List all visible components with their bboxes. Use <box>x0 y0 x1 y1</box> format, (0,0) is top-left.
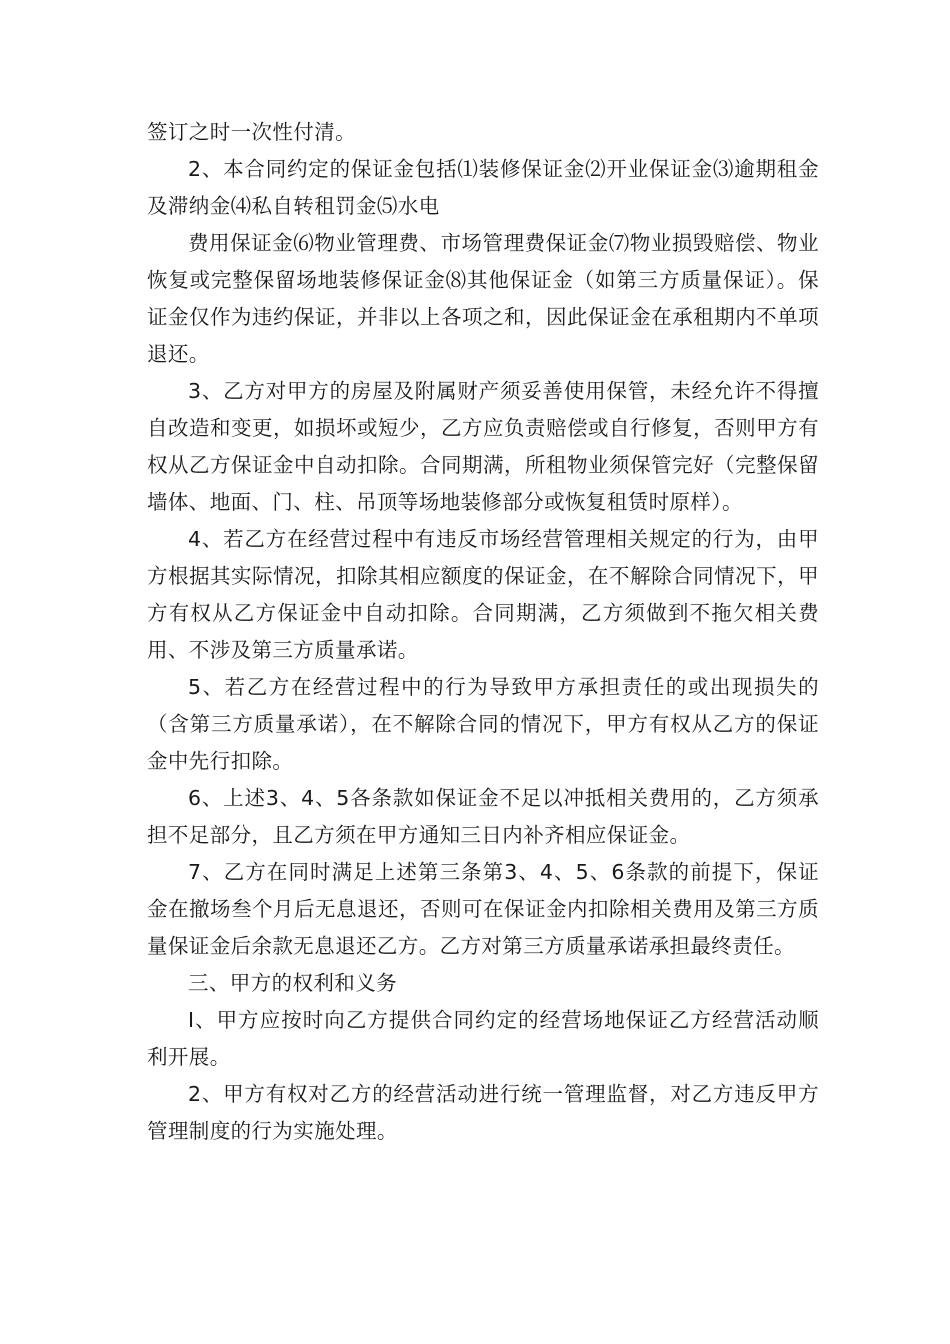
paragraph-clause-6: 6、上述3、4、5各条款如保证金不足以冲抵相关费用的，乙方须承担不足部分，且乙方须在甲方通知三日内补齐相应保证金。 <box>147 786 819 847</box>
paragraph-clause-2: 2、本合同约定的保证金包括⑴装修保证金⑵开业保证金⑶逾期租金及滞纳金⑷私自转租罚金⑸水电 <box>147 157 819 218</box>
section-heading-party-a: 三、甲方的权利和义务 <box>188 971 397 995</box>
paragraph-payment-end: 签订之时一次性付清。 <box>147 120 356 144</box>
paragraph-clause-2-continued: 费用保证金⑹物业管理费、市场管理费保证金⑺物业损毁赔偿、物业恢复或完整保留场地装修保证金⑻其他保证金（如第三方质量保证）。保证金仅作为违约保证，并非以上各项之和，因此保证金在承租期内不单项退还。 <box>147 231 819 366</box>
paragraph-clause-5: 5、若乙方在经营过程中的行为导致甲方承担责任的或出现损失的（含第三方质量承诺），在不解除合同的情况下，甲方有权从乙方的保证金中先行扣除。 <box>147 675 819 773</box>
paragraph-party-a-1: I、甲方应按时向乙方提供合同约定的经营场地保证乙方经营活动顺利开展。 <box>147 1008 819 1069</box>
paragraph-clause-3: 3、乙方对甲方的房屋及附属财产须妥善使用保管，未经允许不得擅自改造和变更，如损坏或短少，乙方应负责赔偿或自行修复，否则甲方有权从乙方保证金中自动扣除。合同期满，所租物业须保管完好（完整保留墙体、地面、门、柱、吊顶等场地装修部分或恢复租赁时原样）。 <box>147 379 819 514</box>
paragraph-clause-7: 7、乙方在同时满足上述第三条第3、4、5、6条款的前提下，保证金在撤场叁个月后无息退还，否则可在保证金内扣除相关费用及第三方质量保证金后余款无息退还乙方。乙方对第三方质量承诺承担最终责任。 <box>147 860 819 958</box>
paragraph-party-a-2: 2、甲方有权对乙方的经营活动进行统一管理监督，对乙方违反甲方管理制度的行为实施处理。 <box>147 1082 819 1143</box>
document-body <box>147 114 819 1150</box>
paragraph-clause-4: 4、若乙方在经营过程中有违反市场经营管理相关规定的行为，由甲方根据其实际情况，扣除其相应额度的保证金，在不解除合同情况下，甲方有权从乙方保证金中自动扣除。合同期满，乙方须做到不拖欠相关费用、不涉及第三方质量承诺。 <box>147 527 819 662</box>
